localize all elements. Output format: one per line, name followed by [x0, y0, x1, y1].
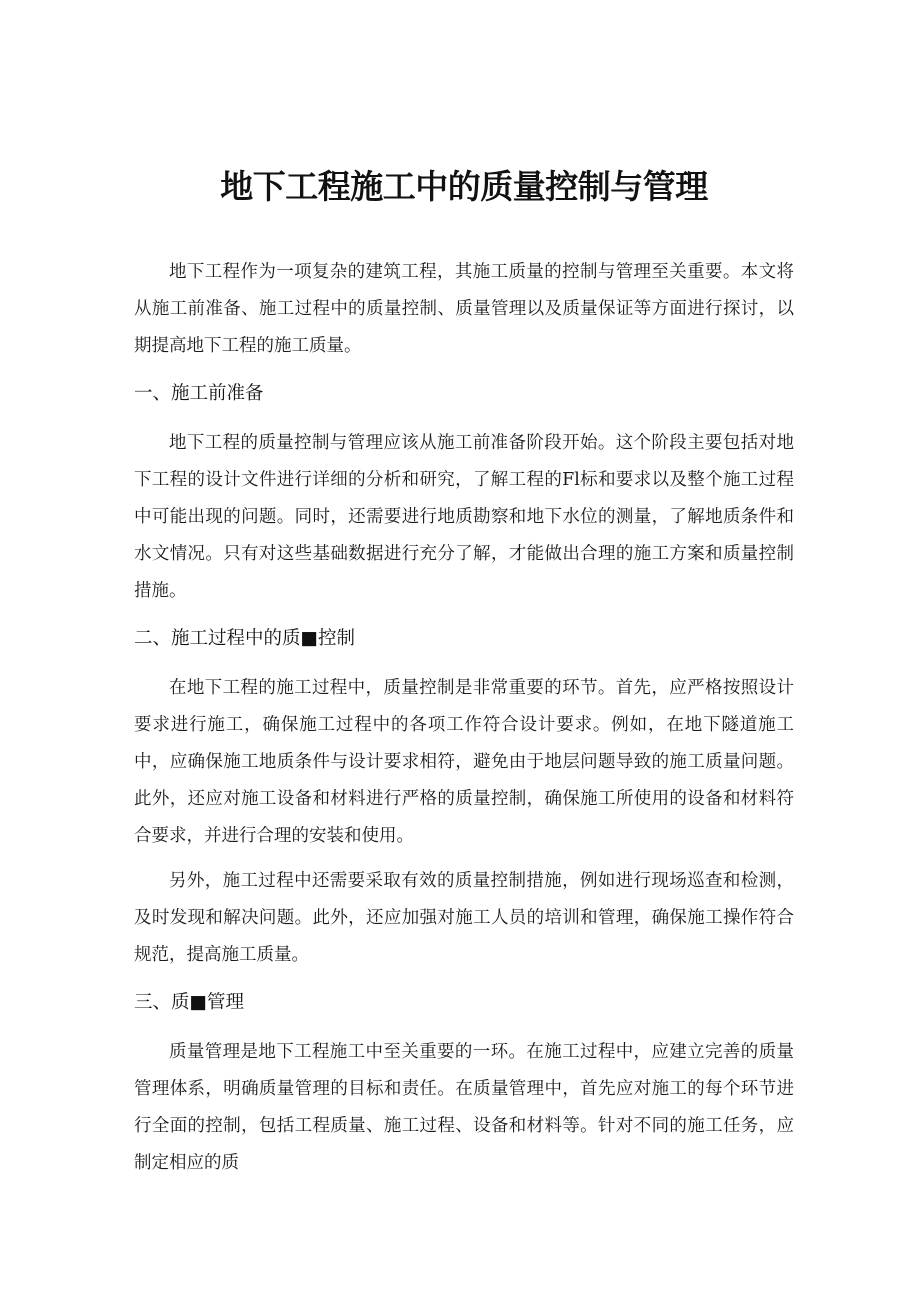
- section-heading: 三、质■管理: [134, 992, 244, 1013]
- section-heading: 二、施工过程中的质■控制: [134, 628, 355, 649]
- section-process-quality-control: [134, 622, 794, 974]
- section-quality-management: [134, 986, 794, 1182]
- section-preparation: [134, 377, 794, 610]
- section-heading: 一、施工前准备: [134, 383, 264, 404]
- section-paragraph: 地下工程的质量控制与管理应该从施工前准备阶段开始。这个阶段主要包括对地下工程的设计文件进行详细的分析和研究，了解工程的Fl标和要求以及整个施工过程中可能出现的问题。同时，还需要进行地质勘察和地下水位的测量，了解地质条件和水文情况。只有对这些基础数据进行充分了解，才能做出合理的施工方案和质量控制措施。: [134, 433, 794, 601]
- intro-paragraph: 地下工程作为一项复杂的建筑工程，其施工质量的控制与管理至关重要。本文将从施工前准备、施工过程中的质量控制、质量管理以及质量保证等方面进行探讨，以期提高地下工程的施工质量。: [134, 262, 794, 356]
- document-title: 地下工程施工中的质量控制与管理: [220, 167, 708, 206]
- section-paragraph: 另外，施工过程中还需要采取有效的质量控制措施，例如进行现场巡查和检测，及时发现和解决问题。此外，还应加强对施工人员的培训和管理，确保施工操作符合规范，提高施工质量。: [134, 871, 794, 965]
- section-paragraph: 在地下工程的施工过程中，质量控制是非常重要的环节。首先，应严格按照设计要求进行施工，确保施工过程中的各项工作符合设计要求。例如，在地下隧道施工中，应确保施工地质条件与设计要求相符，避免由于地层问题导致的施工质量问题。此外，还应对施工设备和材料进行严格的质量控制，确保施工所使用的设备和材料符合要求，并进行合理的安装和使用。: [134, 678, 794, 846]
- section-paragraph: 质量管理是地下工程施工中至关重要的一环。在施工过程中，应建立完善的质量管理体系，明确质量管理的目标和责任。在质量管理中，首先应对施工的每个环节进行全面的控制，包括工程质量、施工过程、设备和材料等。针对不同的施工任务，应制定相应的质: [134, 1042, 794, 1173]
